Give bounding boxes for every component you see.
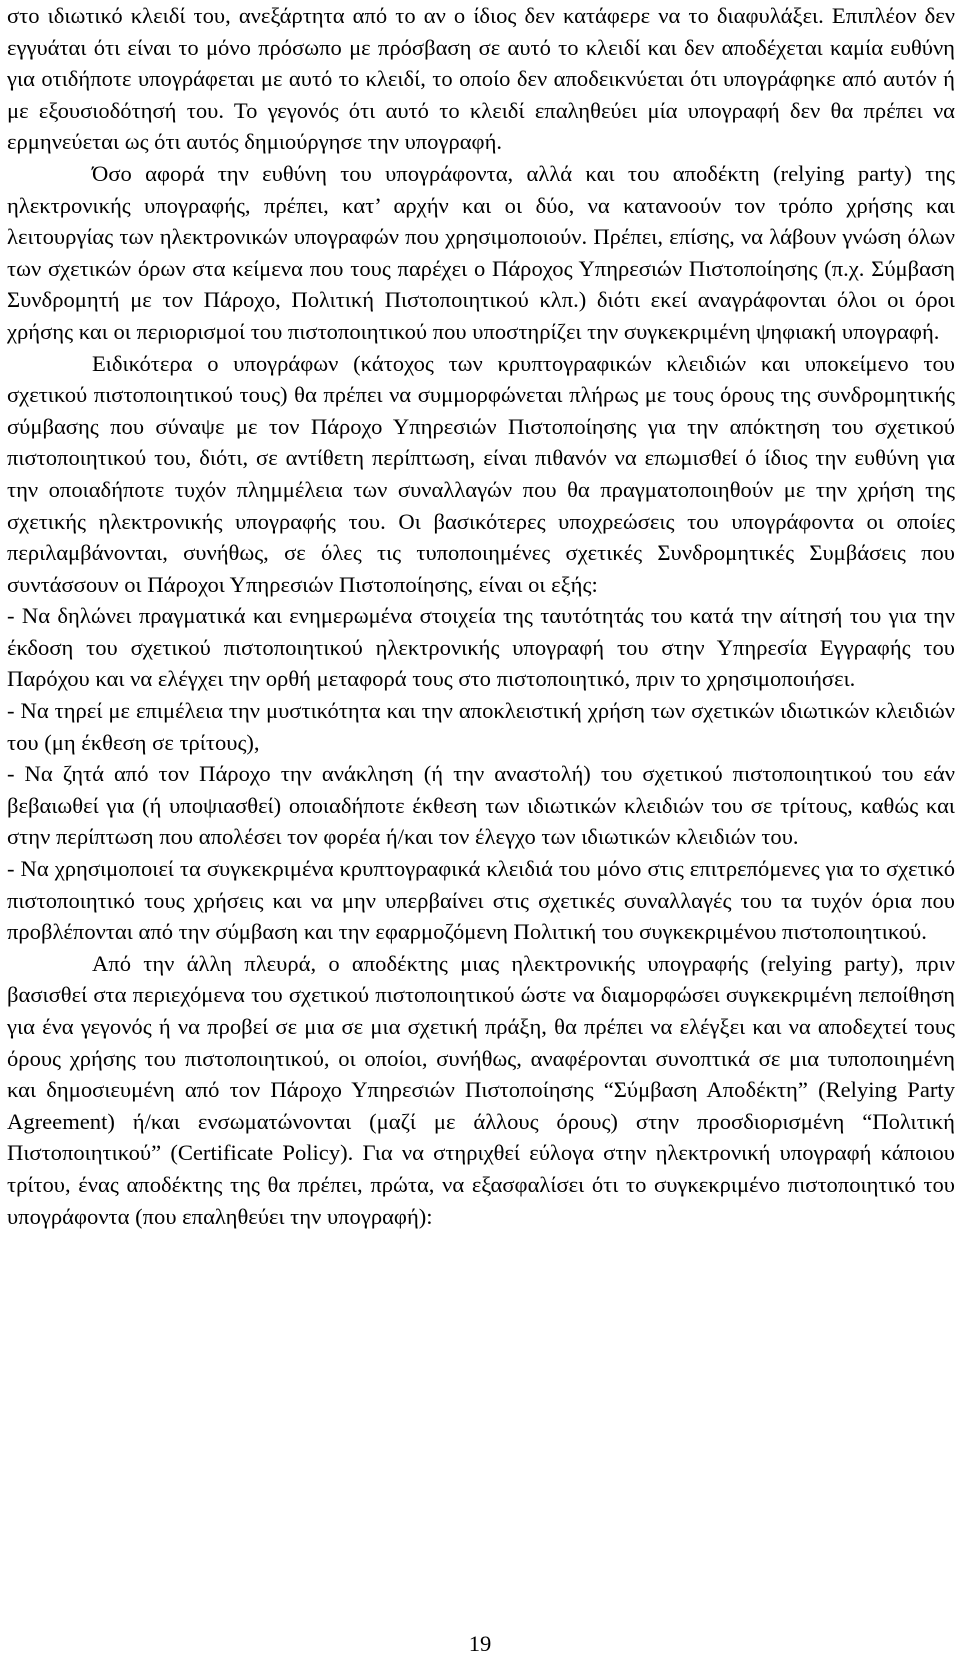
obligation-item-4: - Να χρησιμοποιεί τα συγκεκριμένα κρυπτογραφικά κλειδιά του μόνο στις επιτρεπόμενες για το σχετικό πιστοποιητικό τους χρήσεις και να μην υπερβαίνει στις σχετικές συναλλαγές του τα τυχόν όρια που προβλέπονται από την σύμβαση και την εφαρμοζόμενη Πολιτική του συγκεκριμένου πιστοποιητικού. [7, 856, 955, 945]
paragraph-2: Όσο αφορά την ευθύνη του υπογράφοντα, αλλά και του αποδέκτη (relying party) της ηλεκτρονικής υπογραφής, πρέπει, κατ’ αρχήν και οι δύο, να κατανοούν τον τρόπο χρήσης και λειτουργίας των ηλεκτρονικών υπογραφών που χρησιμοποιούν. Πρέπει, επίσης, να λάβουν γνώση όλων των σχετικών όρων στα κείμενα που τους παρέχει ο Πάροχος Υπηρεσιών Πιστοποίησης (π.χ. Σύμβαση Συνδρομητή με τον Πάροχο, Πολιτική Πιστοποιητικού κλπ.) διότι εκεί αναγράφονται όλοι οι όροι χρήσης και οι περιορισμοί του πιστοποιητικού που υποστηρίζει την συγκεκριμένη ψηφιακή υπογραφή. [7, 160, 955, 344]
obligation-item-1: - Να δηλώνει πραγματικά και ενημερωμένα στοιχεία της ταυτότητάς του κατά την αίτησή του για την έκδοση του σχετικού πιστοποιητικού ηλεκτρονικής υπογραφή του στην Υπηρεσία Εγγραφής του Παρόχου και να ελέγχει την ορθή μεταφορά τους στο πιστοποιητικό, πριν το χρησιμοποιήσει. [7, 603, 955, 692]
obligation-item-2: - Να τηρεί με επιμέλεια την μυστικότητα και την αποκλειστική χρήση των σχετικών ιδιωτικών κλειδιών του (μη έκθεση σε τρίτους), [7, 698, 955, 755]
obligation-item-3: - Να ζητά από τον Πάροχο την ανάκληση (ή την αναστολή) του σχετικού πιστοποιητικού του εάν βεβαιωθεί για (ή υποψιασθεί) οποιαδήποτε έκθεση των ιδιωτικών κλειδιών του σε τρίτους, καθώς και στην περίπτωση που απολέσει τον φορέα ή/και τον έλεγχο των ιδιωτικών κλειδιών του. [7, 761, 955, 850]
paragraph-3: Ειδικότερα ο υπογράφων (κάτοχος των κρυπτογραφικών κλειδιών και υποκείμενο του σχετικού πιστοποιητικού τους) θα πρέπει να συμμορφώνεται πλήρως με τους όρους της συνδρομητικής σύμβασης που σύναψε με τον Πάροχο Υπηρεσιών Πιστοποίησης για την απόκτηση του σχετικού πιστοποιητικού του, διότι, σε αντίθετη περίπτωση, είναι πιθανόν να επωμισθεί ό ίδιος την ευθύνη για την οποιαδήποτε τυχόν πλημμέλεια των συναλλαγών που θα πραγματοποιηθούν με την χρήση της σχετικής ηλεκτρονικής υπογραφής του. Οι βασικότερες υποχρεώσεις του υπογράφοντα οι οποίες περιλαμβάνονται, συνήθως, σε όλες τις τυποποιημένες σχετικές Συνδρομητικές Συμβάσεις που συντάσσουν οι Πάροχοι Υπηρεσιών Πιστοποίησης, είναι οι εξής: [7, 350, 955, 597]
page-number: 19 [468, 1631, 492, 1656]
document-body [7, 0, 955, 1232]
paragraph-1: στο ιδιωτικό κλειδί του, ανεξάρτητα από το αν ο ίδιος δεν κατάφερε να το διαφυλάξει. Επιπλέον δεν εγγυάται ότι είναι το μόνο πρόσωπο με πρόσβαση σε αυτό το κλειδί και δεν αποδέχεται καμία ευθύνη για οτιδήποτε υπογράφεται με αυτό το κλειδί, το οποίο δεν αποδεικνύεται ότι υπογράφηκε από αυτόν ή με εξουσιοδότησή του. Το γεγονός ότι αυτό το κλειδί επαληθεύει μία υπογραφή δεν θα πρέπει να ερμηνεύεται ως ότι αυτός δημιούργησε την υπογραφή. [7, 3, 955, 155]
paragraph-relying-party: Από την άλλη πλευρά, ο αποδέκτης μιας ηλεκτρονικής υπογραφής (relying party), πριν βασισθεί στα περιεχόμενα του σχετικού πιστοποιητικού ώστε να διαμορφώσει συγκεκριμένη πεποίθηση για ένα γεγονός ή να προβεί σε μια σε μια σχετική πράξη, θα πρέπει να ελέγξει και να αποδεχτεί τους όρους χρήσης του πιστοποιητικού, οι οποίοι, συνήθως, αναφέρονται συνοπτικά σε μια τυποποιημένη και δημοσιευμένη από τον Πάροχο Υπηρεσιών Πιστοποίησης “Σύμβαση Αποδέκτη” (Relying Party Agreement) ή/και ενσωματώνονται (μαζί με άλλους όρους) στην προσδιορισμένη “Πολιτική Πιστοποιητικού” (Certificate Policy). Για να στηριχθεί εύλογα στην ηλεκτρονική υπογραφή κάποιου τρίτου, ένας αποδέκτης της θα πρέπει, πρώτα, να εξασφαλίσει ότι το συγκεκριμένο πιστοποιητικό του υπογράφοντα (που επαληθεύει την υπογραφή): [7, 950, 955, 1229]
